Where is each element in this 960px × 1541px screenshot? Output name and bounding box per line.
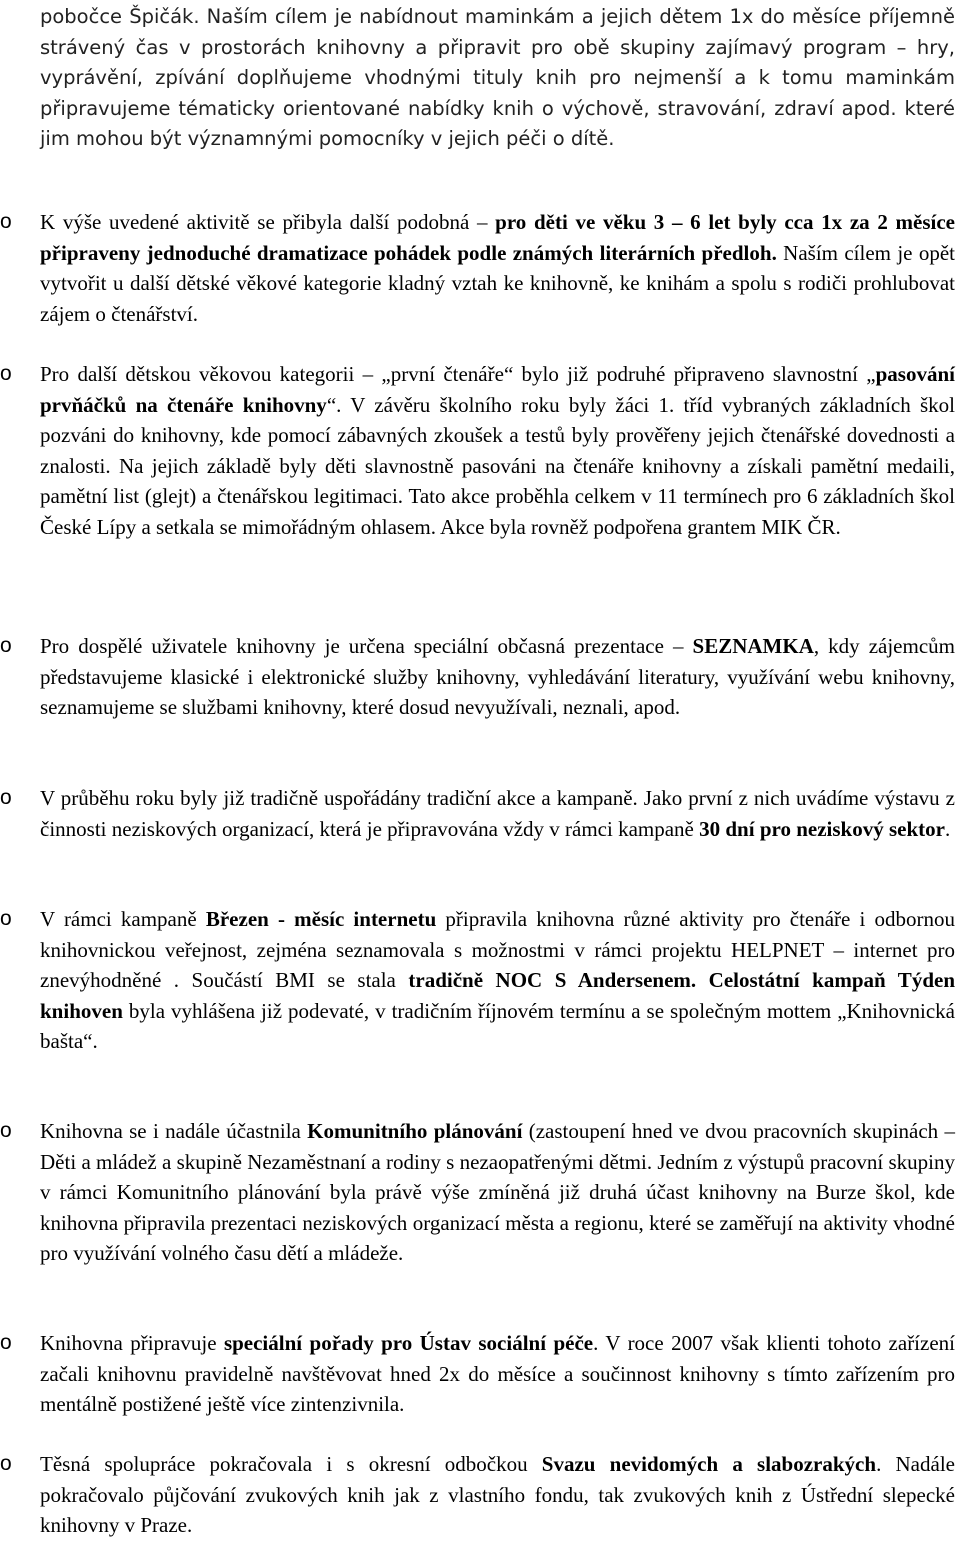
bullet-marker: o — [0, 1331, 12, 1354]
bullet-marker: o — [0, 907, 12, 930]
intro-paragraph — [40, 2, 955, 155]
bullet-marker: o — [0, 1452, 12, 1475]
bullet-marker: o — [0, 210, 12, 233]
bullet-marker: o — [0, 634, 12, 657]
bullet-marker: o — [0, 362, 12, 385]
intro-text: pobočce Špičák. Naším cílem je nabídnout maminkám a jejich dětem 1x do měsíce příjemně strávený čas v prostorách knihovny a připravit pro obě skupiny zajímavý program – hry, vyprávění, zpívání doplňujeme vhodnými tituly knih pro nejmenší a k tomu maminkám připravujeme tématicky orientované nabídky knih o výchově, stravování, zdraví apod. které jim mohou být významnými pomocníky v jejich péči o dítě. — [40, 5, 955, 150]
list-item: V rámci kampaně Březen - měsíc internetu připravila knihovna různé aktivity pro čtenáře i odbornou knihovnickou veřejnost, zejména seznamovala s možnostmi v rámci projektu HELPNET – internet pro znevýhodněné . Součástí BMI se stala tradičně NOC S Andersenem. Celostátní kampaň Týden knihoven byla vyhlášena již podevaté, v tradičním říjnovém termínu a se společným mottem „Knihovnická bašta“. — [40, 907, 955, 1053]
list-item: Knihovna se i nadále účastnila Komunitního plánování (zastoupení hned ve dvou pracovních skupinách – Děti a mládež a skupině Nezaměstnaní a rodiny s nezaopatřenými dětmi. Jedním z výstupů pracovní skupiny v rámci Komunitního plánování byla právě výše zmíněná již druhá účast knihovny na Burze škol, kde knihovna připravila prezentaci neziskových organizací města a regionu, které se zaměřují na aktivity vhodné pro využívání volného času dětí a mládeže. — [40, 1119, 955, 1265]
list-item: Pro dospělé uživatele knihovny je určena speciální občasná prezentace – SEZNAMKA, kdy zájemcům představujeme klasické i elektronické služby knihovny, vyhledávání literatury, využívání webu knihovny, seznamujeme se službami knihovny, které dosud nevyužívali, neznali, apod. — [40, 634, 955, 719]
list-item: K výše uvedené aktivitě se přibyla další podobná – pro děti ve věku 3 – 6 let byly cca 1x za 2 měsíce připraveny jednoduché dramatizace pohádek podle známých literárních předloh. Naším cílem je opět vytvořit u další dětské věkové kategorie kladný vztah ke knihovně, ke knihám a spolu s rodiči prohlubovat zájem o čtenářství. — [40, 210, 955, 326]
bullet-marker: o — [0, 1119, 12, 1142]
list-item: V průběhu roku byly již tradičně uspořádány tradiční akce a kampaně. Jako první z nich uvádíme výstavu z činnosti neziskových organizací, která je připravována vždy v rámci kampaně 30 dní pro neziskový sektor. — [40, 786, 955, 841]
list-item: Těsná spolupráce pokračovala i s okresní odbočkou Svazu nevidomých a slabozrakých. Nadále pokračovalo půjčování zvukových knih jak z vlastního fondu, tak zvukových knih z Ústřední slepecké knihovny v Praze. — [40, 1452, 955, 1537]
list-item: Knihovna připravuje speciální pořady pro Ústav sociální péče. V roce 2007 však klienti tohoto zařízení začali knihovnu pravidelně navštěvovat hned 2x do měsíce a součinnost knihovny s tímto zařízením pro mentálně postižené ještě více zintenzivnila. — [40, 1331, 955, 1416]
bullet-marker: o — [0, 786, 12, 809]
list-item: Pro další dětskou věkovou kategorii – „první čtenáře“ bylo již podruhé připraveno slavnostní „pasování prvňáčků na čtenáře knihovny“. V závěru školního roku byly žáci 1. tříd vybraných základních škol pozváni do knihovny, kde pomocí zábavných zkoušek a testů byly prověřeny jejich čtenářské dovednosti a znalosti. Na jejich základě byly děti slavnostně pasováni na čtenáře knihovny a získali pamětní medaili, pamětní list (glejt) a čtenářskou legitimaci. Tato akce proběhla celkem v 11 termínech pro 6 základních škol České Lípy a setkala se mimořádným ohlasem. Akce byla rovněž podpořena grantem MIK ČR. — [40, 362, 956, 539]
